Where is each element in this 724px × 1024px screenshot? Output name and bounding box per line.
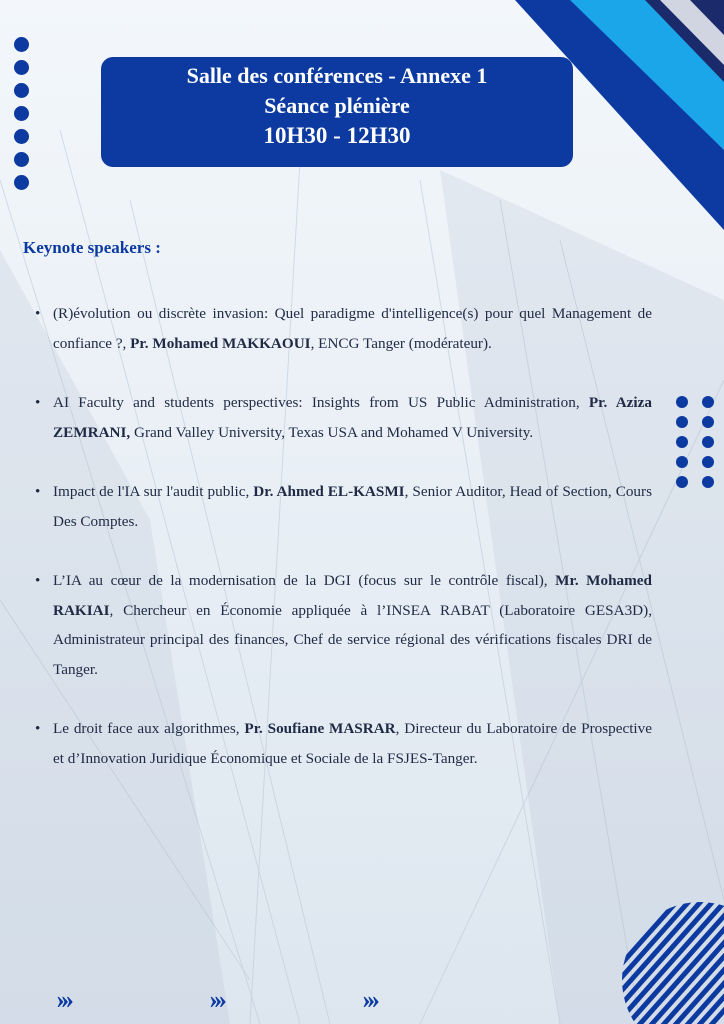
talk-title: Impact de l'IA sur l'audit public, <box>53 483 254 500</box>
talk-title: L’IA au cœur de la modernisation de la DGI (focus sur le contrôle fiscal), <box>53 572 556 589</box>
bullet-icon: • <box>35 720 41 737</box>
list-item <box>25 714 652 773</box>
list-item <box>25 299 652 358</box>
bullet-icon: • <box>35 305 41 322</box>
speaker-affiliation: , Senior Auditor, Head of Section, Cours Des Comptes. <box>53 483 652 530</box>
triple-chevron-arrows-icon: ››› <box>362 985 376 1014</box>
speaker-name: Mr. Mohamed RAKIAI <box>53 572 652 619</box>
bullet-icon: • <box>35 394 41 411</box>
list-item <box>25 477 652 536</box>
talk-title: AI Faculty and students perspectives: Insights from US Public Administration, <box>53 394 589 411</box>
speaker-affiliation: Grand Valley University, Texas USA and Mohamed V University. <box>130 423 534 441</box>
speaker-affiliation: , Chercheur en Économie appliquée à l’INSEA RABAT (Laboratoire GESA3D), Administrateur principal des finances, Chef de service régional des vérifications fiscales DRI de Tanger. <box>53 601 652 678</box>
speaker-name: Pr. Mohamed MAKKAOUI <box>130 334 311 352</box>
speaker-affiliation: , ENCG Tanger (modérateur). <box>310 334 492 352</box>
speaker-list <box>25 299 652 773</box>
bullet-icon: • <box>35 483 41 500</box>
talk-title: Le droit face aux algorithmes, <box>53 720 245 737</box>
dot-grid-left-icon <box>14 37 32 198</box>
bullet-icon: • <box>35 572 41 589</box>
section-title: Keynote speakers : <box>23 238 161 257</box>
dot-grid-right-icon <box>676 396 716 488</box>
speaker-name: Dr. Ahmed EL-KASMI <box>253 483 405 500</box>
speaker-affiliation: , Directeur du Laboratoire de Prospective et d’Innovation Juridique Économique et Sociale de la FSJES-Tanger. <box>53 720 652 767</box>
session-header <box>101 57 573 167</box>
list-item <box>25 566 652 684</box>
triple-chevron-arrows-icon: ››› <box>209 985 223 1014</box>
session-title: Séance plénière <box>264 93 410 118</box>
speaker-name: Pr. Aziza ZEMRANI, <box>53 394 652 441</box>
list-item <box>25 388 652 447</box>
triple-chevron-arrows-icon: ››› <box>56 985 70 1014</box>
talk-title: (R)évolution ou discrète invasion: Quel paradigme d'intelligence(s) pour quel Management de confiance ?, <box>53 305 652 352</box>
session-time: 10H30 - 12H30 <box>263 123 411 148</box>
speaker-name: Pr. Soufiane MASRAR <box>244 720 396 737</box>
venue-title: Salle des conférences - Annexe 1 <box>186 63 488 88</box>
